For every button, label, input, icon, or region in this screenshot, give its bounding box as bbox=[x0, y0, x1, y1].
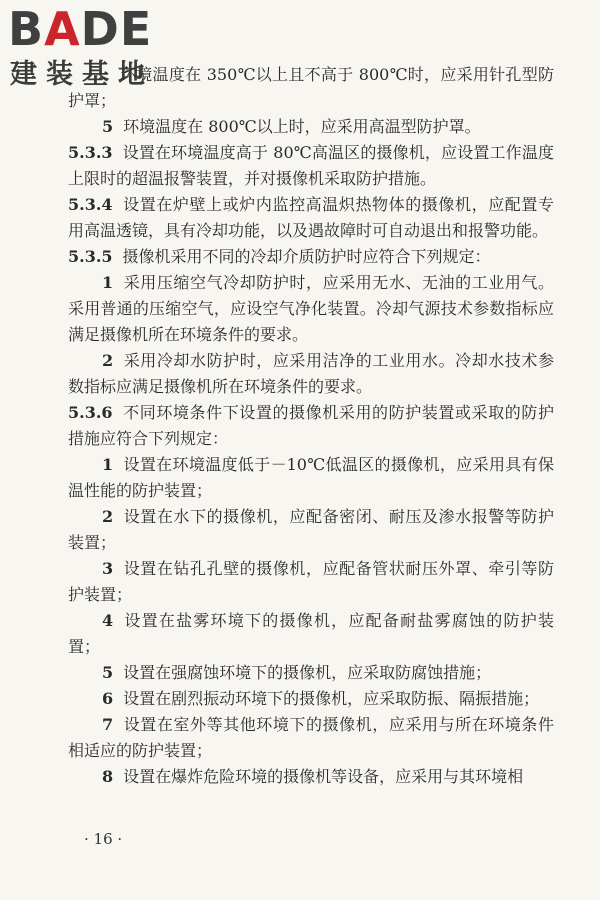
item-number: 4 bbox=[102, 611, 114, 630]
list-item bbox=[68, 504, 554, 556]
paragraph-text: 设置在环境温度低于－10℃低温区的摄像机，应采用具有保温性能的防护装置； bbox=[68, 455, 554, 500]
item-number: 2 bbox=[102, 351, 114, 370]
paragraph-text: 设置在室外等其他环境下的摄像机，应采用与所在环境条件相适应的防护装置； bbox=[68, 715, 554, 760]
list-item bbox=[68, 556, 554, 608]
paragraph-text: 设置在爆炸危险环境的摄像机等设备，应采用与其环境相 bbox=[123, 767, 524, 786]
item-number: 3 bbox=[102, 559, 114, 578]
list-item bbox=[68, 270, 554, 348]
brand-tagline: 建装基地 bbox=[10, 59, 154, 90]
item-number: 5.3.4 bbox=[68, 195, 113, 214]
item-number: 5.3.3 bbox=[68, 143, 113, 162]
brand-wordmark: BADE bbox=[8, 2, 153, 56]
item-number: 1 bbox=[102, 455, 114, 474]
clause-paragraph bbox=[68, 192, 554, 244]
item-number: 5 bbox=[102, 663, 114, 682]
item-number: 5.3.6 bbox=[68, 403, 113, 422]
list-item bbox=[68, 348, 554, 400]
list-item bbox=[68, 114, 554, 140]
paragraph-text: 设置在剧烈振动环境下的摄像机，应采取防振、隔振措施； bbox=[123, 689, 540, 708]
list-item bbox=[68, 764, 554, 790]
paragraph-text: 摄像机采用不同的冷却介质防护时应符合下列规定： bbox=[122, 247, 491, 266]
item-number: 5 bbox=[102, 117, 114, 136]
item-number: 8 bbox=[102, 767, 114, 786]
list-item bbox=[68, 686, 554, 712]
list-item bbox=[68, 712, 554, 764]
paragraph-text: 设置在盐雾环境下的摄像机，应配备耐盐雾腐蚀的防护装置； bbox=[68, 611, 554, 656]
paragraph-text: 设置在炉壁上或炉内监控高温炽热物体的摄像机，应配置专用高温透镜，具有冷却功能，以及遇故障时可自动退出和报警功能。 bbox=[68, 195, 554, 240]
paragraph-text: 采用冷却水防护时，应采用洁净的工业用水。冷却水技术参数指标应满足摄像机所在环境条件的要求。 bbox=[68, 351, 554, 396]
clause-paragraph bbox=[68, 244, 554, 270]
paragraph-text: 环境温度在 350℃以上且不高于 800℃时，应采用针孔型防护罩； bbox=[68, 65, 554, 110]
document-body bbox=[68, 62, 554, 790]
paragraph-text: 设置在水下的摄像机，应配备密闭、耐压及渗水报警等防护装置； bbox=[68, 507, 554, 552]
paragraph-text: 设置在强腐蚀环境下的摄像机，应采取防腐蚀措施； bbox=[123, 663, 492, 682]
page-number: · 16 · bbox=[84, 830, 123, 848]
brand-logo bbox=[8, 4, 178, 94]
paragraph-text: 采用压缩空气冷却防护时，应采用无水、无油的工业用气。采用普通的压缩空气，应设空气净化装置。冷却气源技术参数指标应满足摄像机所在环境条件的要求。 bbox=[68, 273, 554, 344]
item-number: 2 bbox=[102, 507, 114, 526]
clause-paragraph bbox=[68, 140, 554, 192]
item-number: 5.3.5 bbox=[68, 247, 113, 266]
paragraph-text: 设置在钻孔孔壁的摄像机，应配备管状耐压外罩、牵引等防护装置； bbox=[68, 559, 554, 604]
paragraph-text: 环境温度在 800℃以上时，应采用高温型防护罩。 bbox=[123, 117, 481, 136]
item-number: 6 bbox=[102, 689, 114, 708]
clause-paragraph bbox=[68, 400, 554, 452]
paragraph-text: 设置在环境温度高于 80℃高温区的摄像机，应设置工作温度上限时的超温报警装置，并对摄像机采取防护措施。 bbox=[68, 143, 554, 188]
item-number: 1 bbox=[102, 273, 114, 292]
list-item bbox=[68, 452, 554, 504]
paragraph-text: 不同环境条件下设置的摄像机采用的防护装置或采取的防护措施应符合下列规定： bbox=[68, 403, 554, 448]
item-number: 7 bbox=[102, 715, 114, 734]
list-item bbox=[68, 608, 554, 660]
list-item bbox=[68, 660, 554, 686]
